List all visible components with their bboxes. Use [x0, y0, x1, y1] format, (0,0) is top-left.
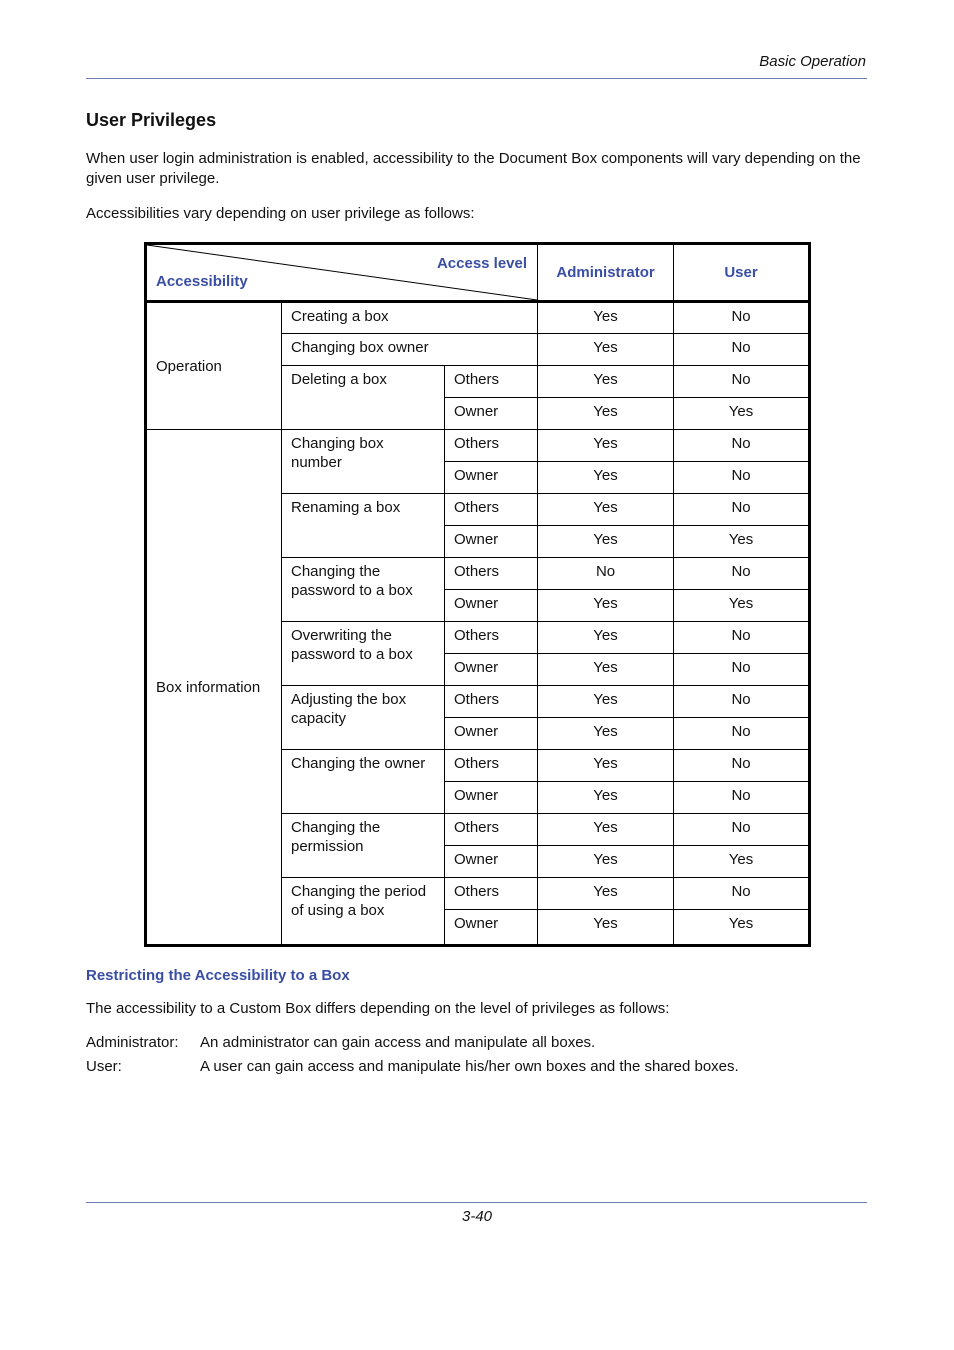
item-creating-box: Creating a box: [282, 302, 538, 334]
user-value: No: [674, 782, 810, 814]
sub-owner: Owner: [445, 718, 538, 750]
item-changing-permission: Changing the permission: [282, 814, 445, 878]
user-value: No: [674, 654, 810, 686]
definition-description: An administrator can gain access and manipulate all boxes.: [200, 1034, 596, 1051]
admin-value: Yes: [538, 814, 674, 846]
user-value: Yes: [674, 590, 810, 622]
sub-others: Others: [445, 686, 538, 718]
access-level-label: Access level: [436, 255, 528, 272]
sub-others: Others: [445, 622, 538, 654]
definition-term: Administrator:: [86, 1034, 179, 1051]
admin-value: Yes: [538, 622, 674, 654]
running-header: Basic Operation: [759, 53, 866, 70]
lead-paragraph: Accessibilities vary depending on user privilege as follows:: [86, 205, 475, 222]
administrator-header: Administrator: [538, 244, 674, 302]
user-value: No: [674, 686, 810, 718]
user-value: Yes: [674, 846, 810, 878]
admin-value: Yes: [538, 526, 674, 558]
item-deleting-box: Deleting a box: [282, 366, 445, 430]
header-rule: [86, 78, 867, 79]
admin-value: No: [538, 558, 674, 590]
user-value: Yes: [674, 398, 810, 430]
user-value: No: [674, 366, 810, 398]
user-value: No: [674, 622, 810, 654]
admin-value: Yes: [538, 430, 674, 462]
item-renaming-box: Renaming a box: [282, 494, 445, 558]
sub-owner: Owner: [445, 910, 538, 946]
user-value: Yes: [674, 910, 810, 946]
definition-description: A user can gain access and manipulate his/her own boxes and the shared boxes.: [200, 1058, 739, 1075]
admin-value: Yes: [538, 494, 674, 526]
item-changing-password: Changing the password to a box: [282, 558, 445, 622]
admin-value: Yes: [538, 654, 674, 686]
user-value: No: [674, 750, 810, 782]
sub-owner: Owner: [445, 590, 538, 622]
user-value: No: [674, 334, 810, 366]
user-value: No: [674, 430, 810, 462]
item-changing-box-number: Changing box number: [282, 430, 445, 494]
user-value: No: [674, 718, 810, 750]
item-changing-the-owner: Changing the owner: [282, 750, 445, 814]
item-overwriting-password: Overwriting the password to a box: [282, 622, 445, 686]
admin-value: Yes: [538, 302, 674, 334]
item-adjusting-capacity: Adjusting the box capacity: [282, 686, 445, 750]
subsection-title: Restricting the Accessibility to a Box: [86, 967, 350, 984]
accessibility-label: Accessibility: [156, 273, 248, 290]
subsection-intro: The accessibility to a Custom Box differs depending on the level of privileges as follows:: [86, 1000, 670, 1017]
admin-value: Yes: [538, 750, 674, 782]
group-box-information: Box information: [146, 430, 282, 946]
user-value: No: [674, 558, 810, 590]
item-changing-period: Changing the period of using a box: [282, 878, 445, 946]
item-changing-box-owner: Changing box owner: [282, 334, 538, 366]
sub-others: Others: [445, 814, 538, 846]
user-value: No: [674, 462, 810, 494]
admin-value: Yes: [538, 878, 674, 910]
admin-value: Yes: [538, 686, 674, 718]
sub-owner: Owner: [445, 526, 538, 558]
admin-value: Yes: [538, 846, 674, 878]
group-operation: Operation: [146, 302, 282, 430]
user-header: User: [674, 244, 810, 302]
admin-value: Yes: [538, 782, 674, 814]
admin-value: Yes: [538, 718, 674, 750]
admin-value: Yes: [538, 462, 674, 494]
sub-owner: Owner: [445, 782, 538, 814]
sub-owner: Owner: [445, 398, 538, 430]
user-value: No: [674, 494, 810, 526]
sub-others: Others: [445, 430, 538, 462]
admin-value: Yes: [538, 366, 674, 398]
user-value: Yes: [674, 526, 810, 558]
sub-others: Others: [445, 558, 538, 590]
user-value: No: [674, 302, 810, 334]
diagonal-header-cell: [146, 244, 538, 302]
table-row: [146, 430, 810, 462]
table-header-row: [146, 244, 810, 302]
user-value: No: [674, 878, 810, 910]
admin-value: Yes: [538, 398, 674, 430]
sub-others: Others: [445, 494, 538, 526]
admin-value: Yes: [538, 910, 674, 946]
privileges-table: [144, 242, 811, 947]
intro-paragraph: When user login administration is enabled, accessibility to the Document Box components will vary depending on the given user privilege.: [86, 150, 861, 187]
table-row: [146, 302, 810, 334]
footer-rule: [86, 1202, 867, 1203]
sub-others: Others: [445, 750, 538, 782]
user-value: No: [674, 814, 810, 846]
section-title: User Privileges: [86, 110, 217, 130]
admin-value: Yes: [538, 334, 674, 366]
page-number: 3-40: [461, 1208, 493, 1225]
sub-others: Others: [445, 366, 538, 398]
definition-term: User:: [86, 1058, 122, 1075]
admin-value: Yes: [538, 590, 674, 622]
sub-others: Others: [445, 878, 538, 910]
sub-owner: Owner: [445, 654, 538, 686]
sub-owner: Owner: [445, 462, 538, 494]
sub-owner: Owner: [445, 846, 538, 878]
